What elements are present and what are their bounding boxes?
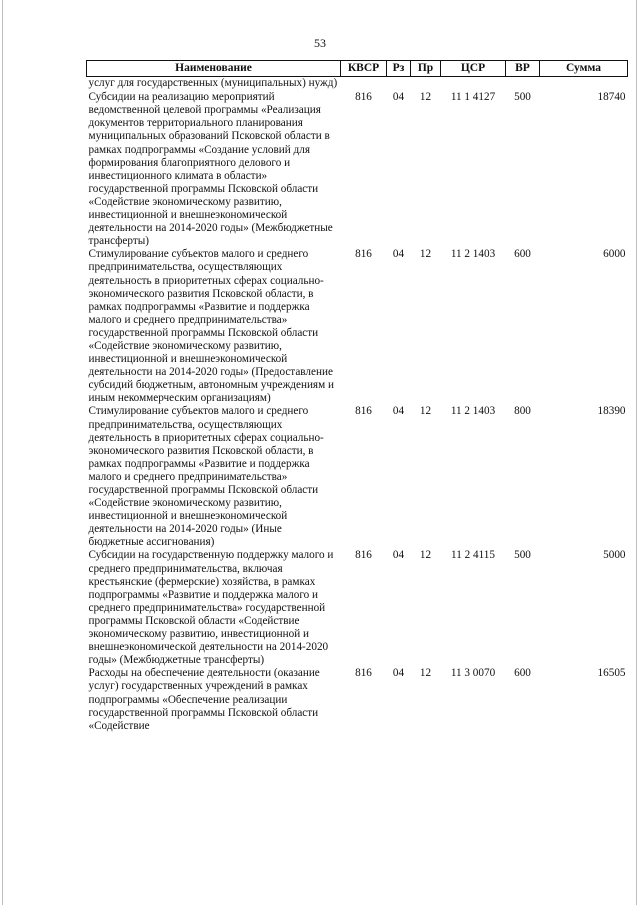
header-pr: Пр [411, 61, 441, 77]
row-sum: 18390 [597, 405, 626, 418]
row-vr: 500 [514, 91, 531, 104]
row-rz: 04 [392, 667, 405, 680]
header-rz: Рз [387, 61, 411, 77]
row-csr: 11 1 4127 [450, 91, 496, 104]
row-sum: 18740 [597, 91, 626, 104]
row-vr: 600 [514, 667, 531, 680]
row-name: Стимулирование субъектов малого и среднего предпринимательства, осуществляющих деятельность в приоритетных сферах социально-экономического развития Псковской области, в рамках подпрограммы «Развитие и поддержка малого и среднего предпринимательства» государственной программы Псковской области «Содействие экономическому развитию, инвестиционной и внешнеэкономической деятельности на 2014-2020 годы» (Предоставление субсидий бюджетным, автономным учреждениям и иным некоммерческим организациям) [88, 248, 334, 405]
page-number: 53 [314, 36, 326, 50]
row-pr: 12 [419, 91, 432, 104]
row-vr: 600 [514, 248, 531, 261]
row-sum: 5000 [603, 549, 626, 562]
row-csr: 11 2 4115 [451, 549, 495, 562]
row-kvsr: 816 [355, 248, 372, 261]
table-header-row [87, 61, 628, 77]
header-csr: ЦСР [441, 61, 506, 77]
row-csr: 11 2 1403 [450, 248, 496, 261]
row-rz: 04 [392, 549, 405, 562]
header-name: Наименование [87, 61, 341, 77]
row-kvsr: 816 [355, 667, 372, 680]
budget-table [86, 60, 628, 733]
row-pr: 12 [419, 248, 432, 261]
row-pr: 12 [419, 405, 432, 418]
header-kvsr: КВСР [341, 61, 387, 77]
row-name: Стимулирование субъектов малого и среднего предпринимательства, осуществляющих деятельность в приоритетных сферах социально-экономического развития Псковской области, в рамках подпрограммы «Развитие и поддержка малого и среднего предпринимательства» государственной программы Псковской области «Содействие экономическому развитию, инвестиционной и внешнеэкономической деятельности на 2014-2020 годы» (Иные бюджетные ассигнования) [88, 405, 324, 549]
table-row [87, 91, 628, 248]
table-row [87, 405, 628, 549]
row-kvsr: 816 [355, 405, 372, 418]
row-kvsr: 816 [355, 549, 372, 562]
row-rz: 04 [392, 405, 405, 418]
row-kvsr: 816 [355, 91, 372, 104]
row-name: Субсидии на государственную поддержку малого и среднего предпринимательства, включая крестьянские (фермерские) хозяйства, в рамках подпрограммы «Развитие и поддержка малого и среднего предпринимательства» государственной программы Псковской области «Содействие экономическому развитию, инвестиционной и внешнеэкономической деятельности на 2014-2020 годы» (Межбюджетные трансферты) [88, 549, 334, 667]
row-sum: 16505 [597, 667, 626, 680]
row-csr: 11 2 1403 [450, 405, 496, 418]
row-name: Субсидии на реализацию мероприятий ведомственной целевой программы «Реализация документов территориального планирования муниципальных образований Псковской области в рамках подпрограммы «Создание условий для формирования благоприятного делового и инвестиционного климата в области» государственной программы Псковской области «Содействие экономическому развитию, инвестиционной и внешнеэкономической деятельности на 2014-2020 годы» (Межбюджетные трансферты) [88, 91, 333, 248]
header-sum: Сумма [540, 61, 628, 77]
table-row [87, 549, 628, 667]
table-row [87, 248, 628, 405]
scan-right-edge [636, 0, 637, 905]
row-name: Расходы на обеспечение деятельности (оказание услуг) государственных учреждений в рамках подпрограммы «Обеспечение реализации государственной программы Псковской области «Содействие [88, 667, 320, 732]
row-csr: 11 3 0070 [450, 667, 496, 680]
row-vr: 500 [514, 549, 531, 562]
scan-left-edge [2, 0, 3, 905]
row-pr: 12 [419, 549, 432, 562]
row-vr: 800 [514, 405, 531, 418]
row-rz: 04 [392, 91, 405, 104]
row-pr: 12 [419, 667, 432, 680]
table-row [87, 667, 628, 732]
row-rz: 04 [392, 248, 405, 261]
row-sum: 6000 [603, 248, 626, 261]
continuation-row [87, 77, 628, 92]
continuation-text: услуг для государственных (муниципальных) нужд) [88, 77, 338, 90]
header-vr: ВР [506, 61, 540, 77]
